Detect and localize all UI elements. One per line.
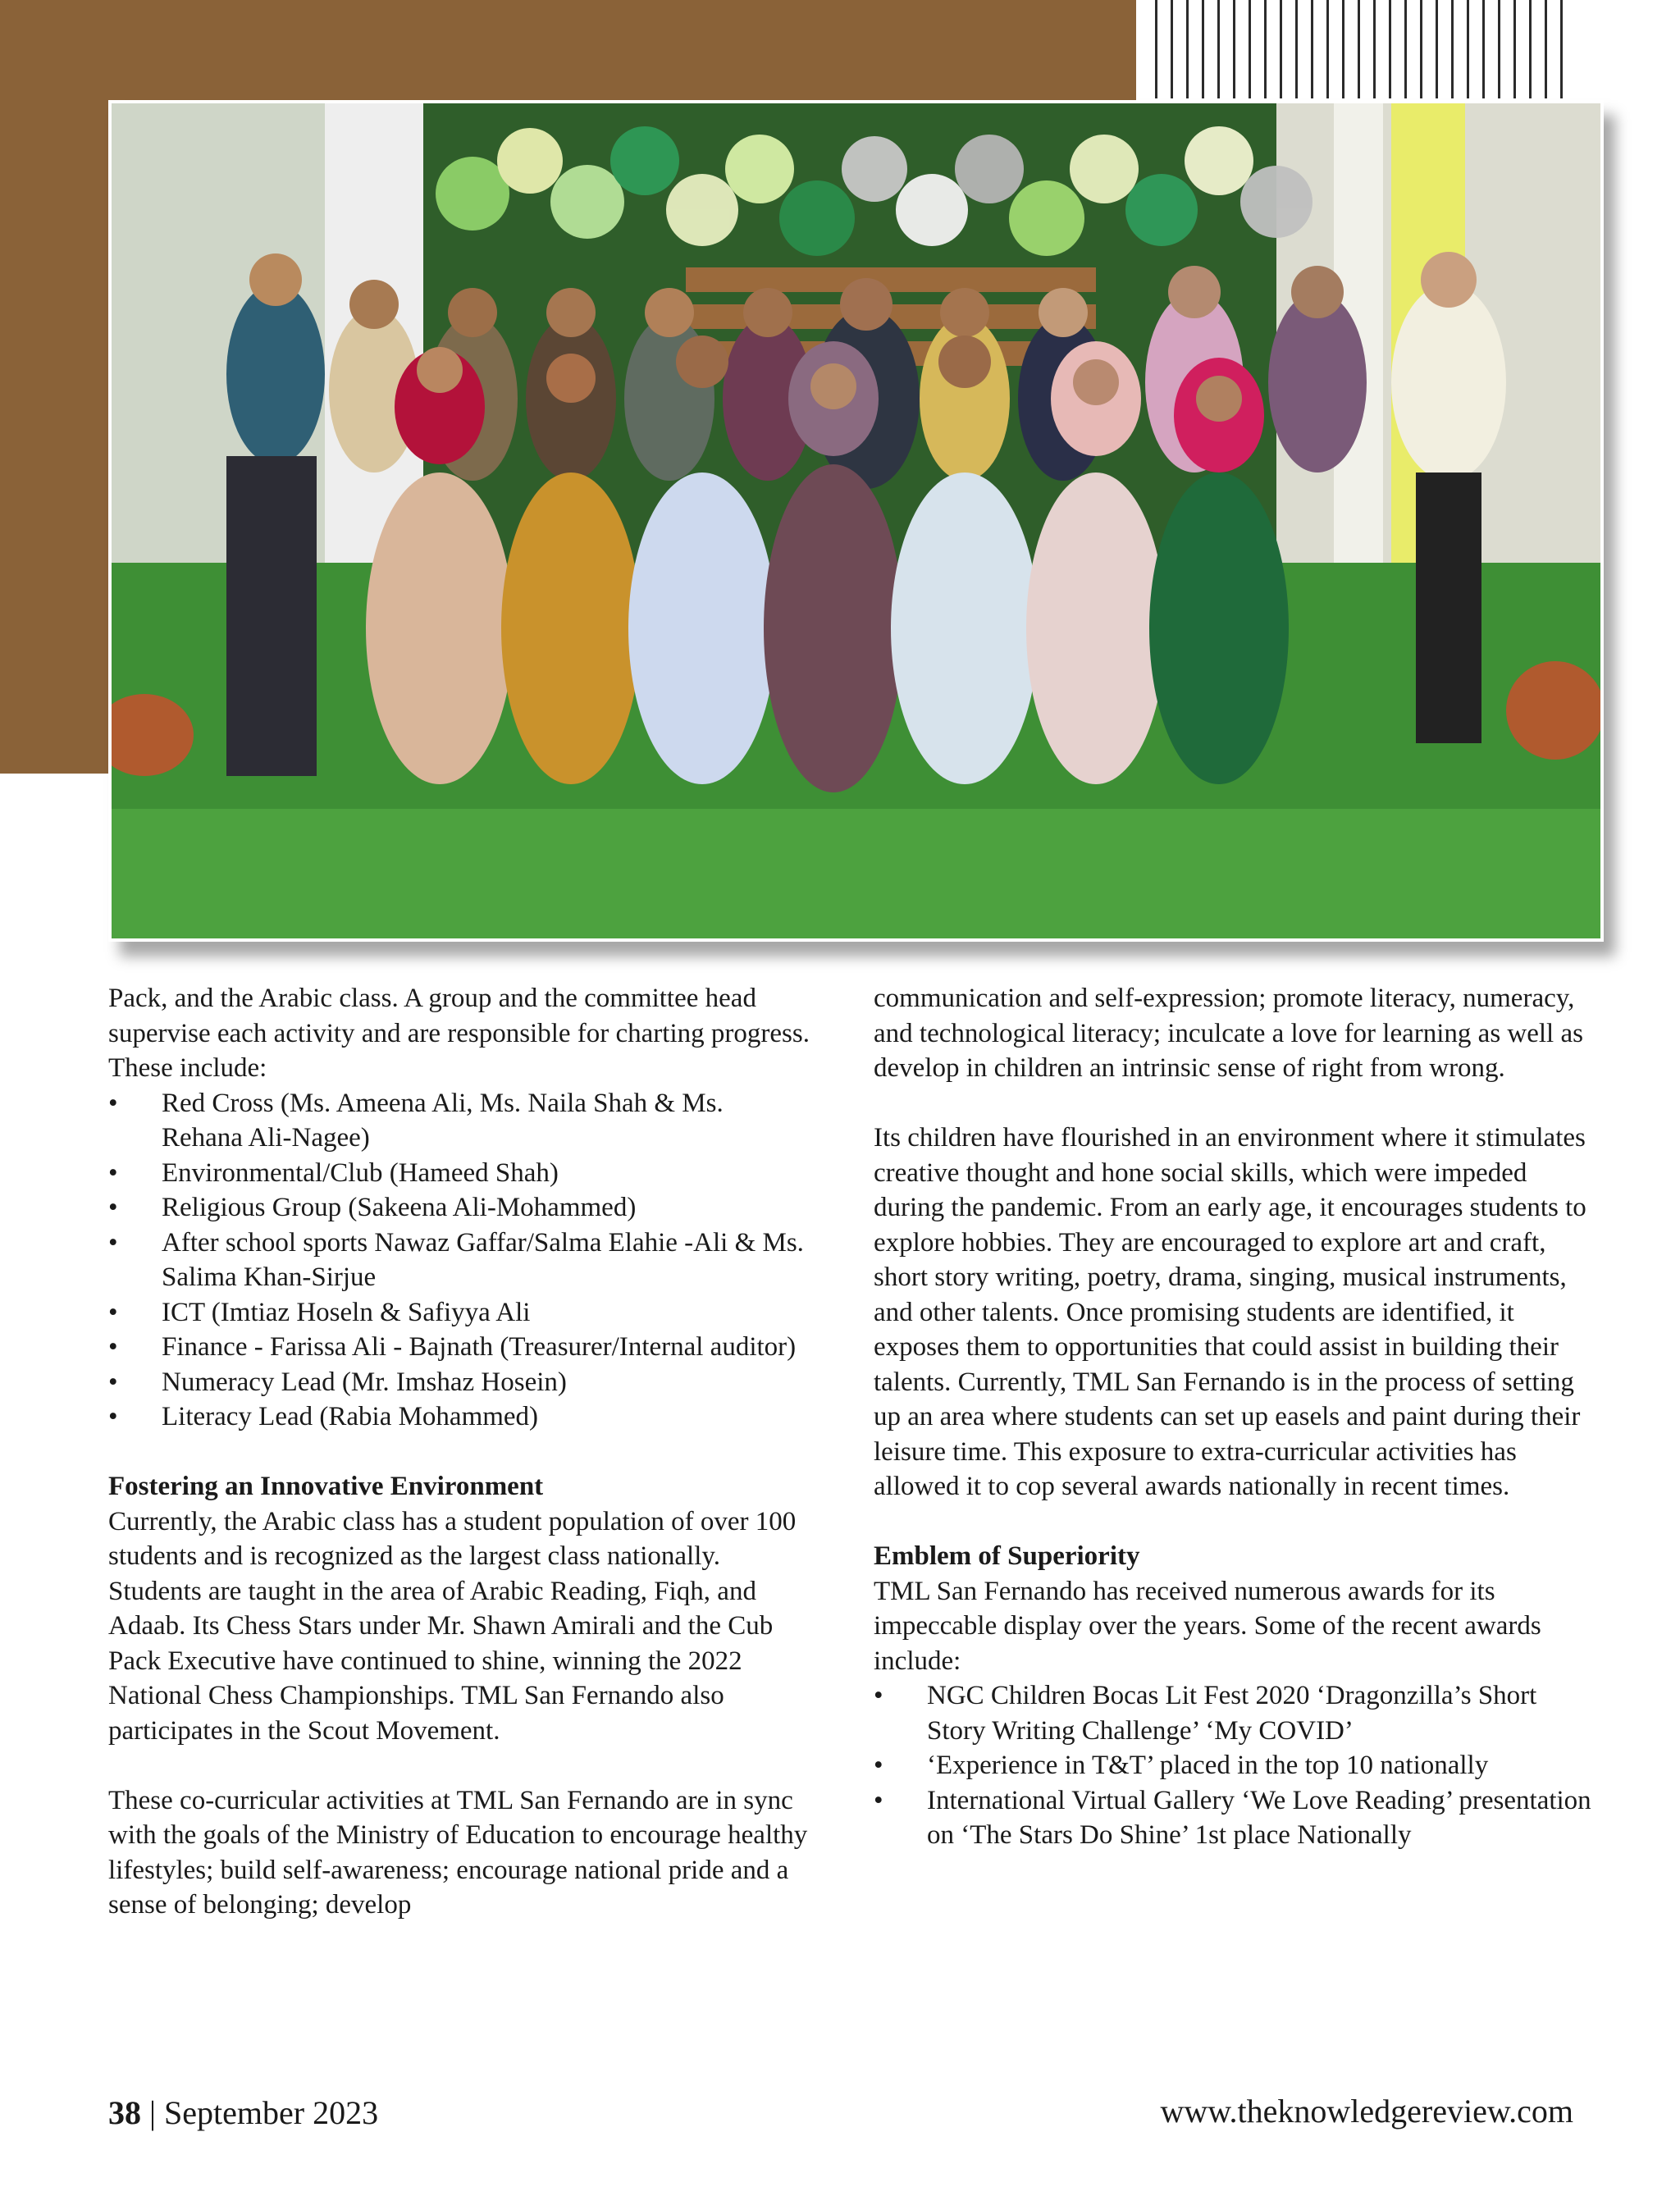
- page-number: 38: [108, 2094, 141, 2131]
- decorative-stripes: [1155, 0, 1565, 98]
- activities-list: [108, 1086, 810, 1435]
- list-item: • Religious Group (Sakeena Ali-Mohammed): [108, 1190, 810, 1226]
- list-item: • Literacy Lead (Rabia Mohammed): [108, 1399, 810, 1435]
- page-footer-issue: [108, 2093, 378, 2133]
- body-paragraph: communication and self-expression; promote literacy, numeracy, and technological literacy; inculcate a love for learning as well as develop in children an intrinsic sense of right from wrong.: [874, 984, 1583, 1083]
- group-photo-illustration: [112, 103, 1600, 938]
- body-paragraph: Its children have flourished in an environment where it stimulates creative thought and hone social skills, which were impeded during the pandemic. From an early age, it encourages students to explore hobbies. They are encouraged to explore art and craft, short story writing, poetry, drama, singing, musical instruments, and other talents. Once promising students are identified, it exposes them to opportunities that could assist in building their talents. Currently, TML San Fernando is in the process of setting up an area where students can set up easels and paint during their leisure time. This exposure to extra-curricular activities has allowed it to cop several awards nationally in recent times.: [874, 1123, 1586, 1501]
- awards-list: [874, 1678, 1596, 1853]
- list-item: • Red Cross (Ms. Ameena Ali, Ms. Naila Shah & Ms. Rehana Ali-Nagee): [108, 1086, 810, 1156]
- list-item: • Numeracy Lead (Mr. Imshaz Hosein): [108, 1365, 810, 1400]
- list-item: • After school sports Nawaz Gaffar/Salma Elahie -Ali & Ms. Salima Khan-Sirjue: [108, 1226, 810, 1295]
- list-item: • Environmental/Club (Hameed Shah): [108, 1156, 810, 1191]
- list-item: • ‘Experience in T&T’ placed in the top 10 nationally: [874, 1748, 1596, 1783]
- intro-paragraph: Pack, and the Arabic class. A group and the committee head supervise each activity and are responsible for charting progress. These include:: [108, 984, 810, 1083]
- body-paragraph: These co-curricular activities at TML San Fernando are in sync with the goals of the Ministry of Education to encourage healthy lifestyles; build self-awareness; encourage national pride and a sense of belonging; develop: [108, 1785, 808, 1920]
- group-photo: [108, 100, 1604, 942]
- footer-separator: |: [149, 2094, 157, 2131]
- right-column: [874, 981, 1596, 1853]
- left-column: [108, 981, 810, 1923]
- issue-date: September 2023: [164, 2094, 379, 2131]
- list-item: • International Virtual Gallery ‘We Love Reading’ presentation on ‘The Stars Do Shine’ 1st place Nationally: [874, 1783, 1596, 1853]
- section-heading: Fostering an Innovative Environment: [108, 1472, 544, 1501]
- website-link[interactable]: www.theknowledgereview.com: [1160, 2093, 1573, 2130]
- body-paragraph: Currently, the Arabic class has a student population of over 100 students and is recognized as the largest class nationally. Students are taught in the area of Arabic Reading, Fiqh, and Adaab. Its Chess Stars under Mr. Shawn Amirali and the Cub Pack Executive have continued to shine, winning the 2022 National Chess Championships. TML San Fernando also participates in the Scout Movement.: [108, 1506, 797, 1746]
- group-photo-image: [112, 103, 1600, 938]
- list-item: • Finance - Farissa Ali - Bajnath (Treasurer/Internal auditor): [108, 1330, 810, 1365]
- body-paragraph: TML San Fernando has received numerous awards for its impeccable display over the years. Some of the recent awards include:: [874, 1576, 1541, 1676]
- list-item: • ICT (Imtiaz Hoseln & Safiyya Ali: [108, 1295, 810, 1331]
- list-item: • NGC Children Bocas Lit Fest 2020 ‘Dragonzilla’s Short Story Writing Challenge’ ‘My COVID’: [874, 1678, 1596, 1748]
- section-heading: Emblem of Superiority: [874, 1541, 1140, 1571]
